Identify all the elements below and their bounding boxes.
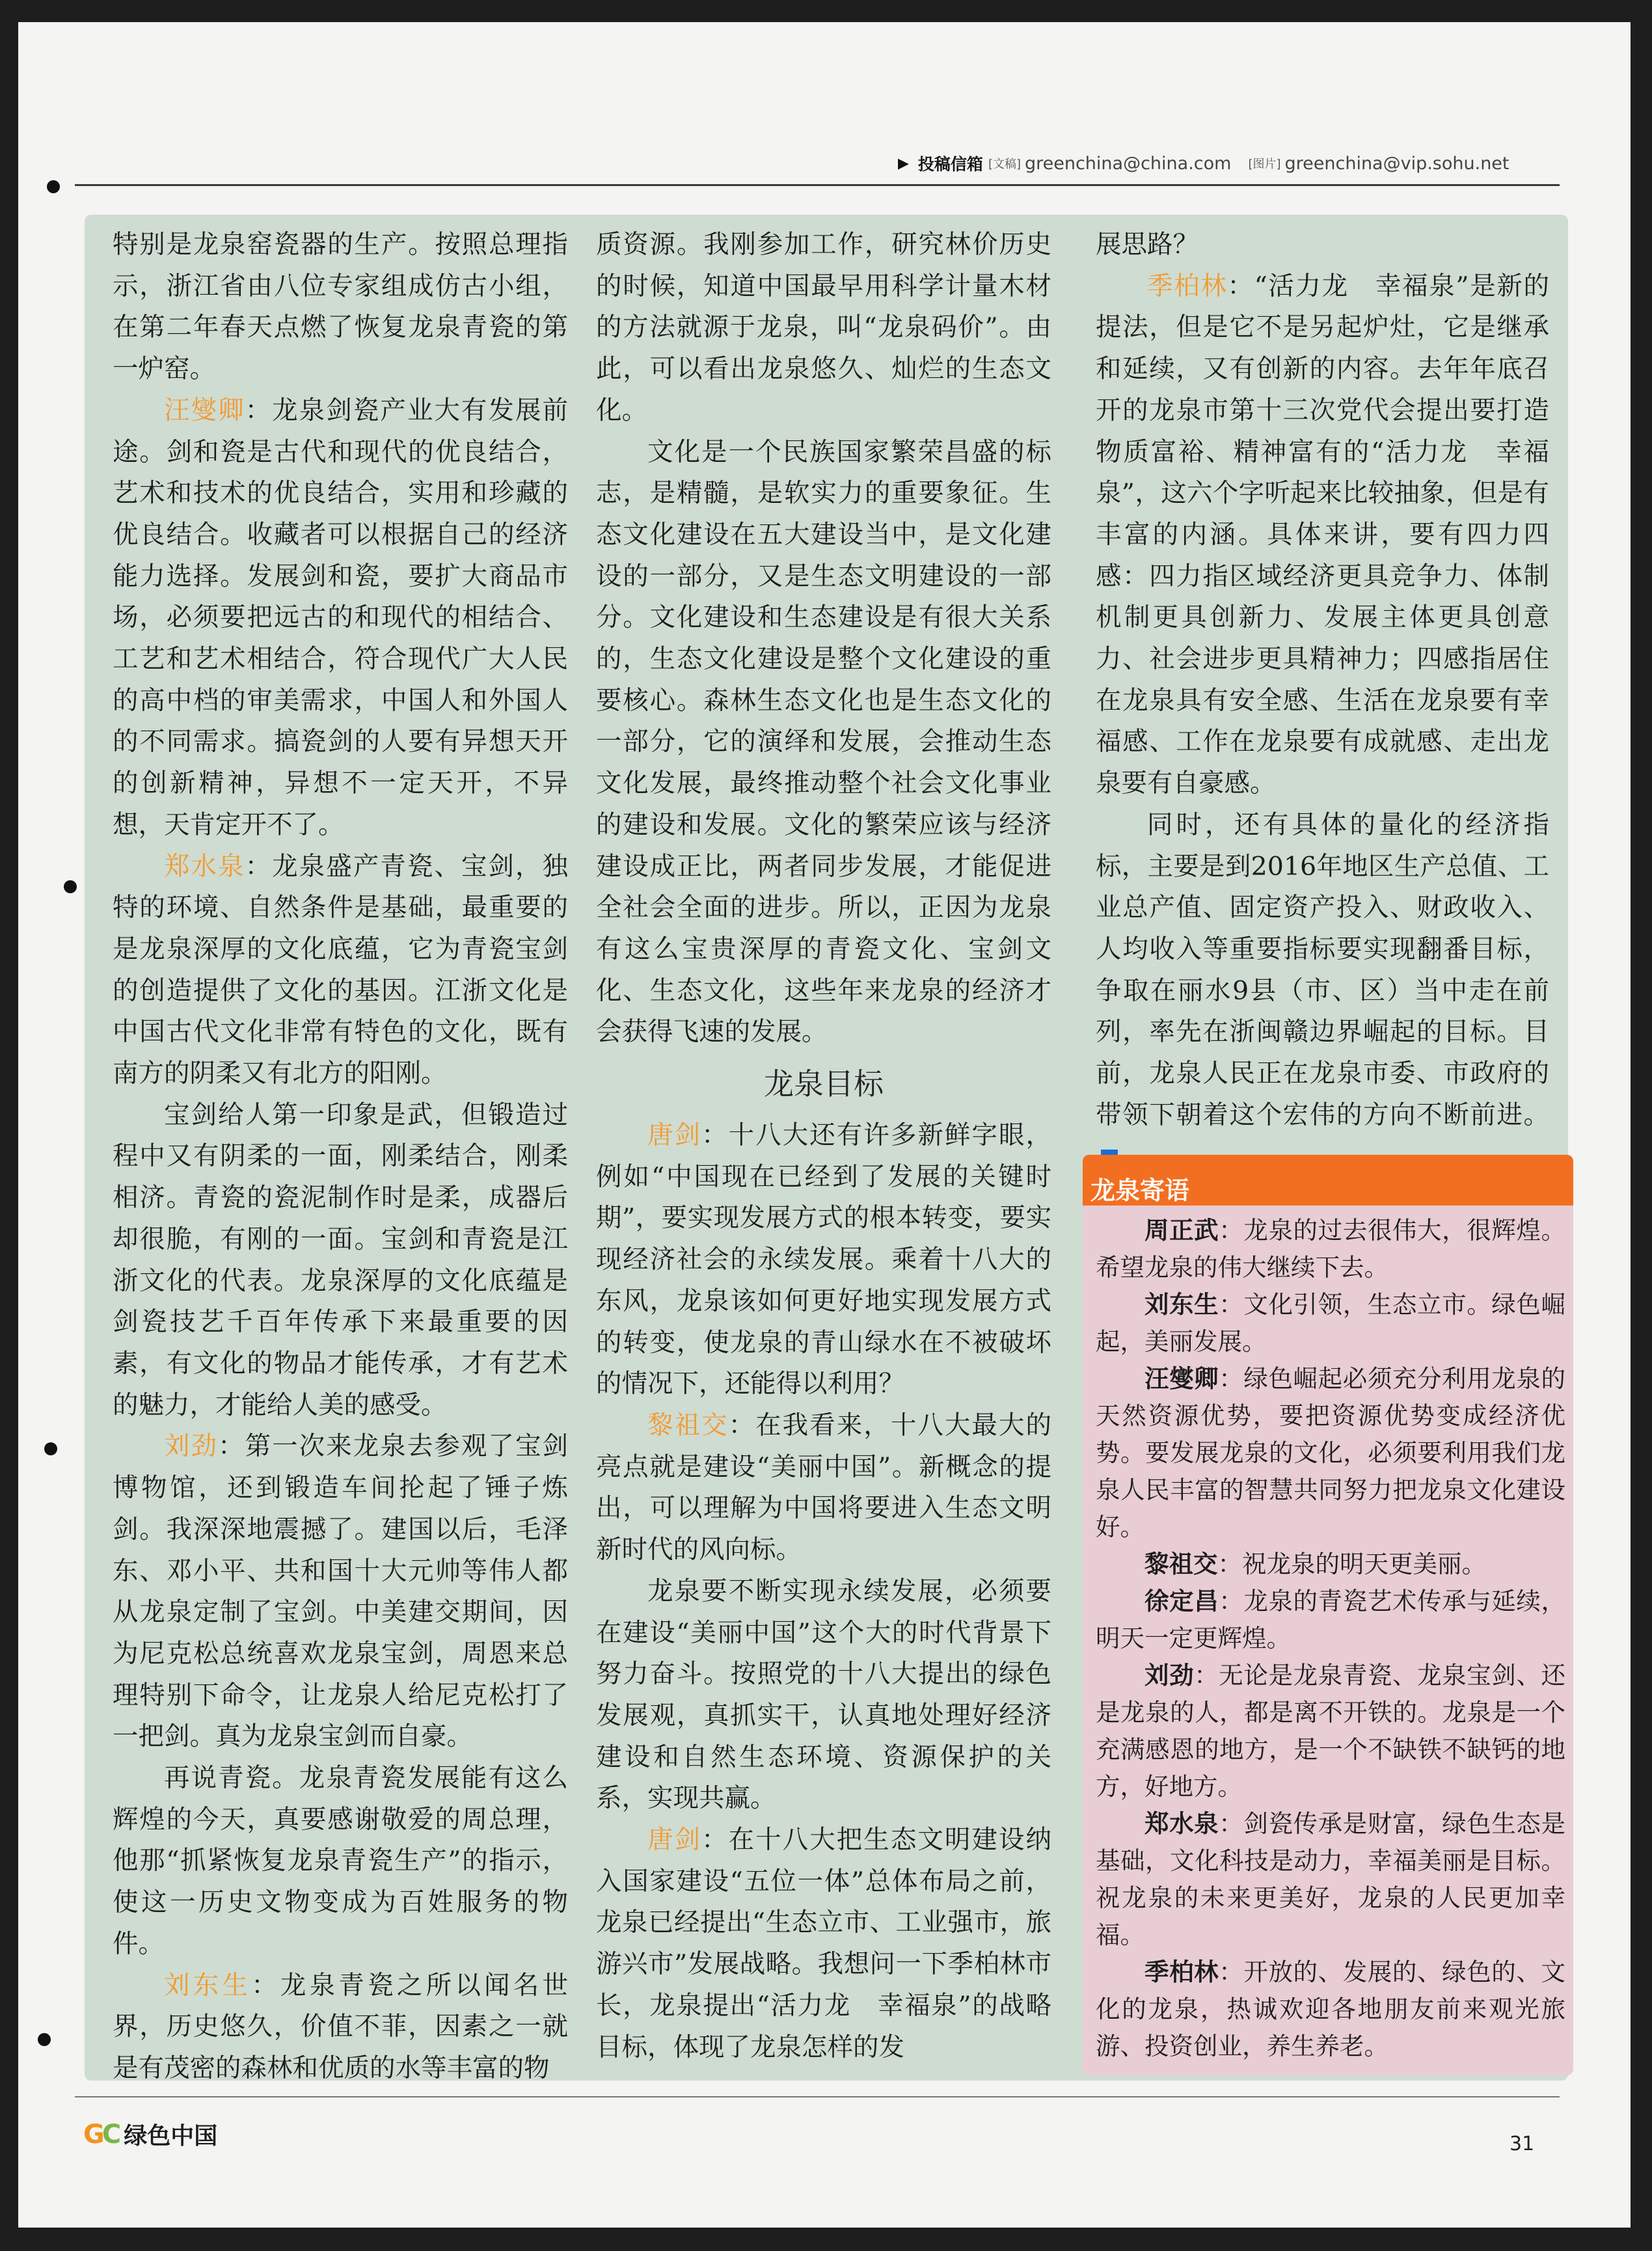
sidebar-title: 龙泉寄语 <box>1090 1176 1190 1205</box>
sidebar-entry-name: 汪燮卿 <box>1144 1364 1219 1393</box>
header-label: 投稿信箱 <box>917 155 983 174</box>
paragraph <box>1096 266 1549 805</box>
sidebar-entry-text: ：开放的、发展的、绿色的、文化的龙泉，热诚欢迎各地朋友前来观光旅游、投资创业，养生养老。 <box>1096 1958 1565 2060</box>
paragraph <box>1096 224 1549 266</box>
paragraph <box>1096 805 1549 1178</box>
paragraph <box>113 224 568 390</box>
sidebar-entry-text: ：龙泉的过去很伟大，很辉煌。希望龙泉的伟大继续下去。 <box>1096 1216 1565 1282</box>
paragraph <box>113 1095 568 1427</box>
sidebar-entry-text: ：龙泉的青瓷艺术传承与延续，明天一定更辉煌。 <box>1096 1587 1565 1652</box>
paragraph-text: ：龙泉盛产青瓷、宝剑，独特的环境、自然条件是基础，最重要的是龙泉深厚的文化底蕴，它为青瓷宝剑的创造提供了文化的基因。江浙文化是中国古代文化非常有特色的文化，既有南方的阴柔又有北方的阳刚。 <box>113 851 569 1089</box>
paragraph <box>113 1758 568 1965</box>
paragraph-text: ：十八大还有许多新鲜字眼，例如“中国现在已经到了发展的关键时期”，要实现发展方式的根本转变，要实现经济社会的永续发展。乘着十八大的东风，龙泉该如何更好地实现发展方式的转变，使龙泉的青山绿水在不被破坏的情况下，还能得以利用？ <box>596 1120 1052 1399</box>
paragraph <box>596 1820 1051 2068</box>
sidebar-entry <box>1096 1286 1565 1360</box>
paragraph <box>596 224 1051 432</box>
sidebar-entries <box>1096 1212 1565 2065</box>
paragraph <box>113 846 568 1095</box>
sidebar-entry <box>1096 1583 1565 1657</box>
paragraph <box>113 1426 568 1758</box>
paragraph <box>113 390 568 846</box>
paragraph-text: ：龙泉青瓷之所以闻名世界，历史悠久，价值不菲，因素之一就是有茂密的森林和优质的水等丰富的物 <box>113 1970 569 2083</box>
paragraph <box>596 1405 1051 1571</box>
sidebar-entry-name: 郑水泉 <box>1144 1809 1219 1838</box>
speaker-name: 刘劲 <box>164 1431 219 1462</box>
paragraph-text: ：在十八大把生态文明建设纳入国家建设“五位一体”总体布局之前，龙泉已经提出“生态立市、工业强市，旅游兴市”发展战略。我想问一下季柏林市长，龙泉提出“活力龙 幸福泉”的战略目标，体现了龙泉怎样的发 <box>596 1825 1052 2062</box>
paragraph-text: 再说青瓷。龙泉青瓷发展能有这么辉煌的今天，真要感谢敬爱的周总理，他那“抓紧恢复龙泉青瓷生产”的指示，使这一历史文物变成为百姓服务的物件。 <box>113 1763 568 1959</box>
article-column-3 <box>1096 224 1549 1178</box>
article-column-1 <box>113 224 568 2090</box>
photo-email-link[interactable]: greenchina@vip.sohu.net <box>1284 153 1510 174</box>
magazine-logo <box>83 2118 217 2151</box>
sidebar-entry <box>1096 1657 1565 1805</box>
text-email-link[interactable]: greenchina@china.com <box>1024 153 1232 174</box>
article-column-2 <box>596 224 1051 2068</box>
paragraph <box>596 432 1051 1054</box>
paragraph-text: ：“活力龙 幸福泉”是新的提法，但是它不是另起炉灶，它是继承和延续，又有创新的内容。去年年底召开的龙泉市第十三次党代会提出要打造物质富裕、精神富有的“活力龙 幸福泉”，这六个字听起来比较抽象，但是有丰富的内涵。具体来讲，要有四力四感：四力指区域经济更具竞争力、体制机制更具创新力、发展主体更具创意力、社会进步更具精神力；四感指居住在龙泉具有安全感、生活在龙泉要有幸福感、工作在龙泉要有成就感、走出龙泉要有自豪感。 <box>1096 271 1549 799</box>
paragraph-text: ：第一次来龙泉去参观了宝剑博物馆，还到锻造车间抡起了锤子炼剑。我深深地震撼了。建国以后，毛泽东、邓小平、共和国十大元帅等伟人都从龙泉定制了宝剑。中美建交期间，因为尼克松总统喜欢龙泉宝剑，周恩来总理特别下命令，让龙泉人给尼克松打了一把剑。真为龙泉宝剑而自豪。 <box>113 1431 569 1752</box>
binder-hole <box>47 180 60 193</box>
sidebar-entry-name: 刘东生 <box>1144 1290 1219 1319</box>
gc-logo-icon: G C <box>83 2119 122 2150</box>
page-number: 31 <box>1510 2133 1535 2155</box>
magazine-name: 绿色中国 <box>124 2123 218 2150</box>
text-label: [文稿] <box>988 157 1021 171</box>
sidebar-entry-text: ：剑瓷传承是财富，绿色生态是基础，文化科技是动力，幸福美丽是目标。祝龙泉的未来更美好，龙泉的人民更加幸福。 <box>1096 1809 1565 1949</box>
speaker-name: 季柏林 <box>1147 271 1228 301</box>
photo-label: [图片] <box>1248 157 1281 171</box>
speaker-name: 黎祖交 <box>647 1410 729 1440</box>
paragraph <box>113 1965 568 2090</box>
paragraph-text: ：龙泉剑瓷产业大有发展前途。剑和瓷是古代和现代的优良结合，艺术和技术的优良结合，实用和珍藏的优良结合。收藏者可以根据自己的经济能力选择。发展剑和瓷，要扩大商品市场，必须要把远古的和现代的相结合、工艺和艺术相结合，符合现代广大人民的高中档的审美需求，中国人和外国人的不同需求。搞瓷剑的人要有异想天开的创新精神，异想不一定天开，不异想，天肯定开不了。 <box>113 395 569 840</box>
play-arrow-icon: ▶ <box>898 155 909 172</box>
speaker-name: 刘东生 <box>164 1970 252 2001</box>
sidebar-entry-text: ：祝龙泉的明天更美丽。 <box>1217 1550 1486 1578</box>
paragraph <box>596 1571 1051 1820</box>
sidebar-entry-name: 周正武 <box>1144 1216 1219 1245</box>
sidebar-entry-name: 徐定昌 <box>1144 1587 1219 1615</box>
paragraph-text: 宝剑给人第一印象是武，但锻造过程中又有阴柔的一面，刚柔结合，刚柔相济。青瓷的瓷泥制作时是柔，成器后却很脆，有刚的一面。宝剑和青瓷是江浙文化的代表。龙泉深厚的文化底蕴是剑瓷技艺千百年传承下来最重要的因素，有文化的物品才能传承，才有艺术的魅力，才能给人美的感受。 <box>113 1099 568 1420</box>
footer-divider <box>75 2096 1560 2097</box>
sidebar-entry <box>1096 1805 1565 1954</box>
sidebar-entry <box>1096 1212 1565 1286</box>
sidebar-entry <box>1096 1546 1565 1583</box>
speaker-name: 汪燮卿 <box>164 395 245 425</box>
paragraph-text: 质资源。我刚参加工作，研究林价历史的时候，知道中国最早用科学计量木材的方法就源于龙泉，叫“龙泉码价”。由此，可以看出龙泉悠久、灿烂的生态文化。 <box>596 230 1051 425</box>
paragraph-text: 龙泉要不断实现永续发展，必须要在建设“美丽中国”这个大的时代背景下努力奋斗。按照党的十八大提出的绿色发展观，真抓实干，认真地处理好经济建设和自然生态环境、资源保护的关系，实现共赢。 <box>596 1576 1051 1814</box>
speaker-name: 郑水泉 <box>164 851 245 882</box>
paragraph-text: 同时，还有具体的量化的经济指标，主要是到2016年地区生产总值、工业总产值、固定资产投入、财政收入、人均收入等重要指标要实现翻番目标，争取在丽水9县（市、区）当中走在前列，率先在浙闽赣边界崛起的目标。目前，龙泉人民正在龙泉市委、市政府的带领下朝着这个宏伟的方向不断前进。 <box>1096 809 1549 1130</box>
sidebar-entry <box>1096 1954 1565 2065</box>
sidebar-entry-name: 黎祖交 <box>1144 1550 1218 1578</box>
sidebar-entry-text: ：无论是龙泉青瓷、龙泉宝剑、还是龙泉的人，都是离不开铁的。龙泉是一个充满感恩的地方，是一个不缺铁不缺钙的地方，好地方。 <box>1096 1661 1565 1801</box>
section-title: 龙泉目标 <box>764 1066 884 1102</box>
speaker-name: 唐剑 <box>647 1120 702 1151</box>
header-divider <box>75 184 1560 186</box>
paragraph <box>596 1115 1051 1405</box>
paragraph-text: 文化是一个民族国家繁荣昌盛的标志，是精髓，是软实力的重要象征。生态文化建设在五大建设当中，是文化建设的一部分，又是生态文明建设的一部分。文化建设和生态建设是有很大关系的，生态文化建设是整个文化建设的重要核心。森林生态文化也是生态文化的一部分，它的演绎和发展，会推动生态文化发展，最终推动整个社会文化事业的建设和发展。文化的繁荣应该与经济建设成正比，两者同步发展，才能促进全社会全面的进步。所以，正因为龙泉有这么宝贵深厚的青瓷文化、宝剑文化、生态文化，这些年来龙泉的经济才会获得飞速的发展。 <box>596 437 1051 1047</box>
binder-hole <box>44 1442 57 1455</box>
paragraph-text: ：在我看来，十八大最大的亮点就是建设“美丽中国”。新概念的提出，可以理解为中国将要进入生态文明新时代的风向标。 <box>596 1410 1052 1565</box>
binder-hole <box>38 2033 51 2046</box>
paragraph-text: 特别是龙泉窑瓷器的生产。按照总理指示，浙江省由八位专家组成仿古小组，在第二年春天点燃了恢复龙泉青瓷的第一炉窑。 <box>113 230 568 384</box>
sidebar-entry-name: 刘劲 <box>1144 1661 1195 1690</box>
sidebar-entry-text: ：文化引领，生态立市。绿色崛起，美丽发展。 <box>1096 1290 1565 1356</box>
sidebar-entry-name: 季柏林 <box>1144 1958 1219 1986</box>
speaker-name: 唐剑 <box>647 1825 702 1855</box>
sidebar-entry <box>1096 1360 1565 1546</box>
binder-hole <box>64 880 77 893</box>
sidebar-entry-text: ：绿色崛起必须充分利用龙泉的天然资源优势，要把资源优势变成经济优势。要发展龙泉的文化，必须要利用我们龙泉人民丰富的智慧共同努力把龙泉文化建设好。 <box>1096 1364 1565 1541</box>
paragraph-text: 展思路？ <box>1096 230 1198 260</box>
submission-header <box>898 147 1555 180</box>
